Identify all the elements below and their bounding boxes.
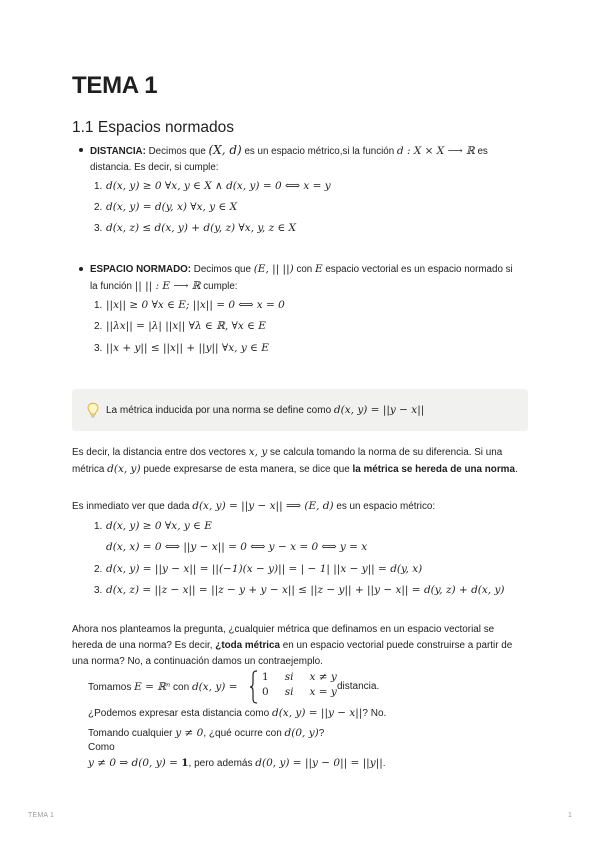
bullet-dot	[79, 148, 83, 152]
paragraph-inmediato: Es inmediato ver que dada d(x, y) = ||y − x|| ⟹ (E, d) es un espacio métrico:	[72, 500, 436, 512]
brace-symbol	[249, 670, 259, 704]
proof-step-1: 1. d(x, y) ≥ 0 ∀x, y ∈ E	[94, 520, 212, 532]
example-question-2: Tomando cualquier y ≠ 0, ¿qué ocurre con d(0, y)?	[88, 727, 325, 739]
case-1: 1 si x ≠ y	[262, 671, 337, 683]
paragraph-herencia: Es decir, la distancia entre dos vectores x, y se calcula tomando la norma de su diferencia. Si una métrica d(x, y) puede expresarse de esta manera, se dice que la métrica se hereda de una norma.	[72, 446, 518, 475]
term-label: ESPACIO NORMADO:	[90, 264, 192, 275]
norma-axiom-3: 3. ||x + y|| ≤ ||x|| + ||y|| ∀x, y ∈ E	[94, 342, 269, 354]
bullet-espacio-normado: ESPACIO NORMADO: Decimos que (E, || ||) con E espacio vectorial es un espacio normado si la función || || : E ⟶ ℝ cumple:	[80, 261, 530, 295]
bullet-dot	[79, 267, 83, 271]
footer-title: TEMA 1	[28, 812, 55, 819]
lightbulb-icon	[84, 401, 102, 419]
paragraph-pregunta: Ahora nos planteamos la pregunta, ¿cualquier métrica que definamos en un espacio vectorial se hereda de una norma? Es decir, ¿toda métrica en un espacio vectorial puede construirse a partir de una norma? No, a continuación damos un contraejemplo.	[72, 624, 513, 667]
norma-axiom-2: 2. ||λx|| = |λ| ||x|| ∀λ ∈ ℝ, ∀x ∈ E	[94, 320, 266, 332]
page-number: 1	[568, 812, 573, 819]
example-tomamos: Tomamos E = ℝⁿ con d(x, y) =	[88, 681, 238, 693]
bullet-distancia: DISTANCIA: Decimos que (X, d) es un espacio métrico,si la función d : X × X ⟶ ℝ es distancia. Es decir, si cumple:	[80, 142, 530, 176]
distancia-axiom-3: 3. d(x, z) ≤ d(x, y) + d(y, z) ∀x, y, z ∈ X	[94, 222, 297, 234]
section-heading: 1.1 Espacios normados	[72, 119, 234, 136]
callout-box	[72, 389, 528, 431]
norma-axiom-1: 1. ||x|| ≥ 0 ∀x ∈ E; ||x|| = 0 ⟺ x = 0	[94, 299, 285, 311]
proof-step-2: 2. d(x, y) = ||y − x|| = ||(−1)(x − y)|| = | − 1| ||x − y|| = d(y, x)	[94, 563, 423, 575]
callout-text: La métrica inducida por una norma se define como d(x, y) = ||y − x||	[106, 404, 425, 416]
distancia-axiom-2: 2. d(x, y) = d(y, x) ∀x, y ∈ X	[94, 201, 238, 213]
distancia-axiom-1: 1. d(x, y) ≥ 0 ∀x, y ∈ X ∧ d(x, y) = 0 ⟺ x = y	[94, 180, 331, 192]
page-title: TEMA 1	[72, 72, 158, 99]
example-como: Como	[88, 742, 115, 753]
case-2: 0 si x = y	[262, 686, 337, 698]
term-label: DISTANCIA:	[90, 146, 146, 157]
example-distancia-word: distancia.	[337, 681, 380, 692]
proof-step-3: 3. d(x, z) = ||z − x|| = ||z − y + y − x|| ≤ ||z − y|| + ||y − x|| = d(y, z) + d(x, y)	[94, 584, 505, 596]
example-conclusion: y ≠ 0 ⇒ d(0, y) = 1, pero además d(0, y) = ||y − 0|| = ||y||.	[88, 757, 386, 769]
proof-step-1b: d(x, x) = 0 ⟺ ||y − x|| = 0 ⟺ y − x = 0 ⟺ y = x	[106, 541, 368, 553]
example-question-1: ¿Podemos expresar esta distancia como d(x, y) = ||y − x||? No.	[88, 707, 387, 719]
